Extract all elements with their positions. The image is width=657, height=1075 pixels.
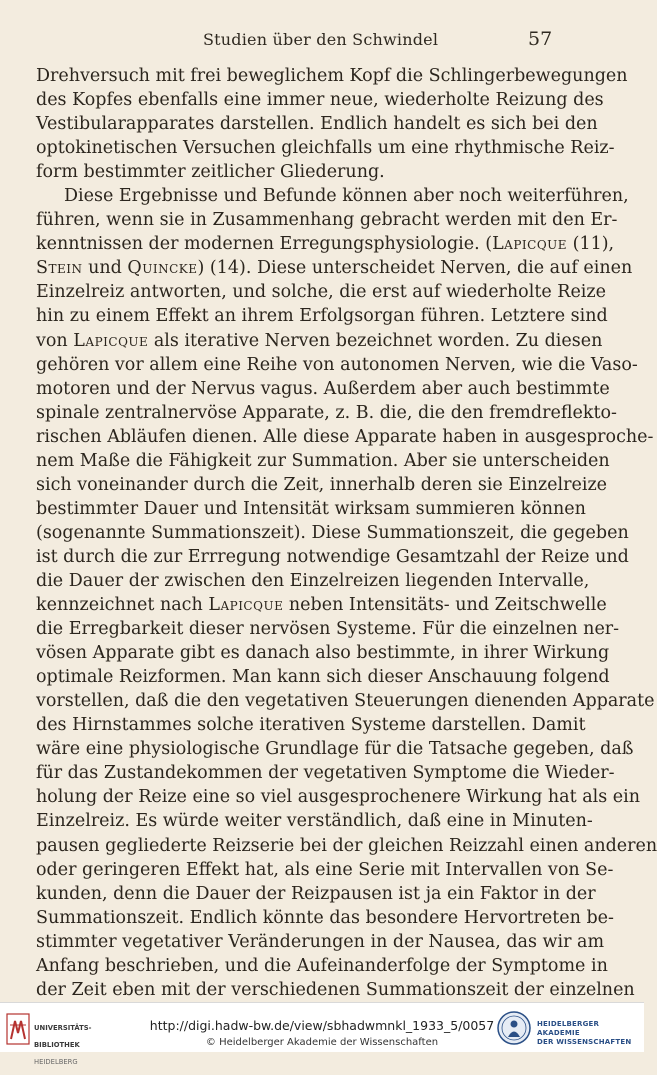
text-line: für das Zustandekommen der vegetativen Symptome die Wieder- (36, 763, 615, 784)
text-line: motoren und der Nervus vagus. Außerdem aber auch bestimmte (36, 378, 610, 399)
text-fragment: neben Intensitäts- und Zeitschwelle (283, 595, 607, 616)
text-line: wäre eine physiologische Grundlage für die Tatsache gegeben, daß (36, 739, 634, 760)
text-line: Einzelreiz antworten, und solche, die erst auf wiederholte Reize (36, 282, 606, 303)
text-line-with-citation (36, 329, 603, 353)
body-text (36, 64, 657, 1026)
text-line: sich voneinander durch die Zeit, innerhalb deren sie Einzelreize (36, 474, 608, 495)
text-fragment: ) (14). Diese unterscheidet Nerven, die auf einen (197, 258, 633, 279)
text-line: kunden, denn die Dauer der Reizpausen ist ja ein Faktor in der (36, 883, 596, 904)
text-fragment: von (36, 330, 68, 351)
text-line: optimale Reizformen. Man kann sich dieser Anschauung folgend (36, 667, 610, 688)
ub-line: HEIDELBERG (34, 1057, 78, 1066)
author-name: Lapicque (208, 595, 284, 616)
academy-line: DER WISSENSCHAFTEN (537, 1038, 632, 1046)
text-line: (sogenannte Summationszeit). Diese Summationszeit, die gegeben (36, 522, 629, 543)
academy-seal-icon (497, 1011, 531, 1045)
text-line: die Erregbarkeit dieser nervösen Systeme. Für die einzelnen ner- (36, 619, 620, 640)
viewer-footer (0, 1002, 644, 1066)
text-line: Summationszeit. Endlich könnte das besondere Hervortreten be- (36, 907, 614, 928)
text-fragment: und (88, 258, 122, 279)
text-fragment: kenntnissen der modernen Erregungsphysiologie. ( (36, 234, 493, 255)
author-name: Lapicque (492, 234, 568, 255)
text-line-with-citation (36, 232, 615, 256)
page-header (0, 26, 644, 50)
text-line: stimmter vegetativer Veränderungen in der Nausea, das wir am (36, 931, 605, 952)
text-line: Anfang beschrieben, und die Aufeinanderfolge der Symptome in (36, 955, 608, 976)
text-line: führen, wenn sie in Zusammenhang gebracht werden mit den Er- (36, 210, 618, 231)
text-line: optokinetischen Versuchen gleichfalls um eine rhythmische Reiz- (36, 138, 615, 159)
text-line: hin zu einem Effekt an ihrem Erfolgsorgan führen. Letztere sind (36, 306, 608, 327)
ub-line: BIBLIOTHEK (34, 1040, 80, 1049)
text-line: Diese Ergebnisse und Befunde können aber noch weiterführen, (64, 186, 629, 207)
academy-name (537, 1020, 637, 1047)
text-line: vorstellen, daß die den vegetativen Steuerungen dienenden Apparate (36, 691, 655, 712)
text-line: spinale zentralnervöse Apparate, z. B. die, die den fremdreflekto- (36, 402, 617, 423)
text-fragment: kennzeichnet nach (36, 595, 203, 616)
copyright-text: © Heidelberger Akademie der Wissenschaften (205, 1037, 439, 1048)
text-line: des Kopfes ebenfalls eine immer neue, wiederholte Reizung des (36, 90, 604, 111)
author-name: Lapicque (73, 330, 149, 351)
text-line-with-citation (36, 593, 607, 617)
text-line-with-citation (36, 256, 633, 280)
text-line: oder geringeren Effekt hat, als eine Serie mit Intervallen von Se- (36, 859, 614, 880)
text-fragment: als iterative Nerven bezeichnet worden. Zu diesen (148, 330, 603, 351)
permalink-url[interactable]: http://digi.hadw-bw.de/view/sbhadwmnkl_1933_5/0057 (149, 1018, 495, 1033)
text-line: bestimmter Dauer und Intensität wirksam summieren können (36, 498, 586, 519)
academy-line: HEIDELBERGER AKADEMIE (537, 1020, 600, 1037)
text-line: rischen Abläufen dienen. Alle diese Apparate haben in ausgesproche- (36, 426, 654, 447)
text-line: form bestimmter zeitlicher Gliederung. (36, 162, 385, 183)
ub-line: UNIVERSITÄTS- (34, 1023, 92, 1032)
page-number: 57 (528, 28, 553, 50)
text-line: der Zeit eben mit der verschiedenen Summationszeit der einzelnen (36, 979, 635, 1000)
running-head: Studien über den Schwindel (203, 30, 439, 49)
text-line: gehören vor allem eine Reihe von autonomen Nerven, wie die Vaso- (36, 354, 638, 375)
text-line: des Hirnstammes solche iterativen Systeme darstellen. Damit (36, 715, 586, 736)
text-line: pausen gegliederte Reizserie bei der gleichen Reizzahl einen anderen (36, 835, 657, 856)
text-line: vösen Apparate gibt es danach also bestimmte, in ihrer Wirkung (36, 643, 610, 664)
text-line: Einzelreiz. Es würde weiter verständlich, daß eine in Minuten- (36, 811, 593, 832)
text-line: holung der Reize eine so viel ausgesprochenere Wirkung hat als ein (36, 787, 641, 808)
text-line: Drehversuch mit frei beweglichem Kopf die Schlingerbewegungen (36, 66, 628, 86)
academy-logo[interactable] (497, 1011, 637, 1049)
text-line: Vestibularapparates darstellen. Endlich handelt es sich bei den (36, 114, 598, 135)
text-line: die Dauer der zwischen den Einzelreizen liegenden Intervalle, (36, 570, 590, 591)
text-fragment: (11), (567, 234, 615, 255)
author-name: Quincke (127, 258, 198, 279)
text-line: nem Maße die Fähigkeit zur Summation. Aber sie unterscheiden (36, 450, 610, 471)
author-name: Stein (36, 258, 83, 279)
text-line: ist durch die zur Errregung notwendige Gesamtzahl der Reize und (36, 546, 629, 567)
